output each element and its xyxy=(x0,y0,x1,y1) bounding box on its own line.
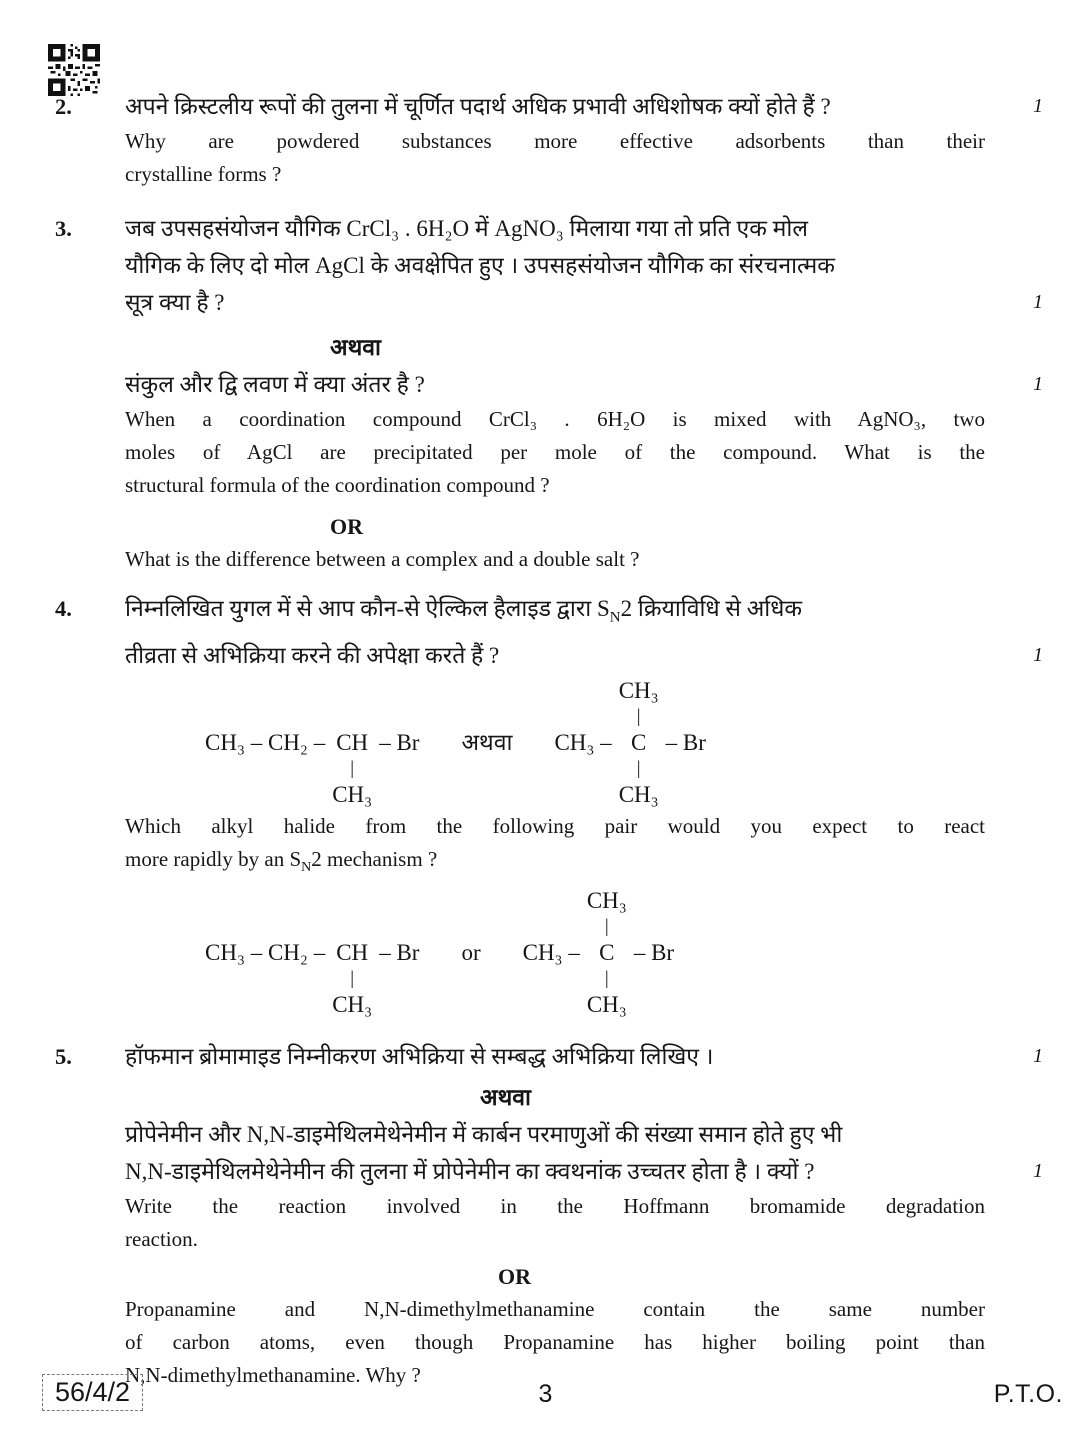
marks-value: 1 xyxy=(1033,373,1043,395)
page-number: 3 xyxy=(538,1380,553,1408)
structure-2-bromobutane: CH₃ – CH₂ – CH – Br | CH₃ xyxy=(205,939,420,1017)
question-3-alt-english: What is the difference between a complex and a double salt ? xyxy=(125,547,640,571)
marks-value: 1 xyxy=(1033,1159,1043,1182)
question-3-hindi-line: यौगिक के लिए दो मोल AgCl के अवक्षेपित हुए । उपसहसंयोजन यौगिक का संरचनात्मक xyxy=(125,253,835,278)
question-2-english-line: crystalline forms ? xyxy=(125,162,282,186)
question-5-alt-english-line: Propanamine and N,N-dimethylmethanamine contain the same number xyxy=(125,1296,985,1321)
or-connector-english: or xyxy=(461,939,481,965)
alkyl-halide-structures-hindi xyxy=(205,678,985,808)
question-5-alt-hindi-line: प्रोपेनेमीन और N,N-डाइमेथिलमेथेनेमीन में कार्बन परमाणुओं की संख्या समान होते हुए भी xyxy=(125,1121,843,1147)
or-separator-english: OR xyxy=(330,514,363,539)
pto-label: P.T.O. xyxy=(993,1380,1063,1408)
or-connector-hindi: अथवा xyxy=(461,729,513,755)
question-2-hindi: अपने क्रिस्टलीय रूपों की तुलना में चूर्णित पदार्थ अधिक प्रभावी अधिशोषक क्यों होते हैं ? 1 xyxy=(125,94,1043,119)
question-3 xyxy=(55,210,1055,576)
bond-line: | xyxy=(604,915,609,937)
or-separator-hindi: अथवा xyxy=(330,335,382,360)
question-4-hindi-line: निम्नलिखित युगल में से आप कौन-से ऐल्किल हैलाइड द्वारा $S_N2$ क्रियाविधि से अधिक xyxy=(125,596,803,626)
structure-tert-butyl-bromide: CH₃ | CH₃ – C – Br | CH₃ xyxy=(522,887,675,1017)
question-4-hindi-line: तीव्रता से अभिक्रिया करने की अपेक्षा करते हैं ? 1 xyxy=(125,642,1043,668)
question-4 xyxy=(55,590,1055,1020)
question-5-alt-english-line: of carbon atoms, even though Propanamine has higher boiling point than xyxy=(125,1329,985,1354)
sn2-subscript: N xyxy=(609,609,621,626)
question-3-english-line: moles of AgCl are precipitated per mole of the compound. What is the xyxy=(125,440,985,464)
question-3-number: 3. xyxy=(55,216,72,241)
question-3-english-line: structural formula of the coordination compound ? xyxy=(125,473,550,497)
or-separator-english: OR xyxy=(498,1263,531,1289)
bond-line: | xyxy=(636,757,641,779)
marks-value: 1 xyxy=(1033,95,1043,117)
question-2 xyxy=(55,88,1055,191)
alkyl-halide-structures-english xyxy=(205,888,985,1018)
sn2-subscript: N xyxy=(301,859,312,875)
question-4-number: 4. xyxy=(55,596,72,621)
question-4-english-line: Which alkyl halide from the following pair would you expect to react xyxy=(125,813,985,838)
question-5-alt-english-line: N,N-dimethylmethanamine. Why ? xyxy=(125,1362,421,1387)
question-5-english-line: Write the reaction involved in the Hoffmann bromamide degradation xyxy=(125,1193,985,1218)
marks-value: 1 xyxy=(1033,291,1043,313)
question-5-number: 5. xyxy=(55,1043,72,1069)
bond-line: | xyxy=(636,705,641,727)
question-3-alt-hindi: संकुल और द्वि लवण में क्या अंतर है ? 1 xyxy=(125,372,1043,397)
page-content xyxy=(55,88,1055,1392)
question-4-english-line: more rapidly by an $S_N2$ mechanism ? xyxy=(125,846,438,875)
question-5-english-line: reaction. xyxy=(125,1226,198,1251)
question-5 xyxy=(55,1038,1055,1392)
bond-line: | xyxy=(350,757,355,779)
question-5-hindi: हॉफमान ब्रोमामाइड निम्नीकरण अभिक्रिया से सम्बद्ध अभिक्रिया लिखिए । 1 xyxy=(125,1043,1043,1069)
marks-value: 1 xyxy=(1033,1044,1043,1067)
question-5-alt-hindi-line: N,N-डाइमेथिलमेथेनेमीन की तुलना में प्रोपेनेमीन का क्वथनांक उच्चतर होता है । क्यों ? 1 xyxy=(125,1158,1043,1184)
marks-value: 1 xyxy=(1033,643,1043,666)
paper-code-box: 56/4/2 xyxy=(42,1374,143,1411)
structure-2-bromobutane: CH₃ – CH₂ – CH – Br | CH₃ xyxy=(205,729,420,807)
bond-line: | xyxy=(350,967,355,989)
question-2-number: 2. xyxy=(55,94,72,119)
question-3-hindi-line: सूत्र क्या है ? 1 xyxy=(125,290,1043,315)
bond-line: | xyxy=(604,967,609,989)
question-3-hindi-line: जब उपसहसंयोजन यौगिक CrCl₃ . 6H₂O में AgNO₃ मिलाया गया तो प्रति एक मोल xyxy=(125,216,808,241)
or-separator-hindi: अथवा xyxy=(480,1084,532,1110)
structure-tert-butyl-bromide: CH₃ | CH₃ – C – Br | CH₃ xyxy=(554,677,706,807)
question-3-english-line: When a coordination compound CrCl₃ . 6H₂O is mixed with AgNO₃, two xyxy=(125,407,985,431)
question-2-english-line: Why are powdered substances more effective adsorbents than their xyxy=(125,129,985,153)
